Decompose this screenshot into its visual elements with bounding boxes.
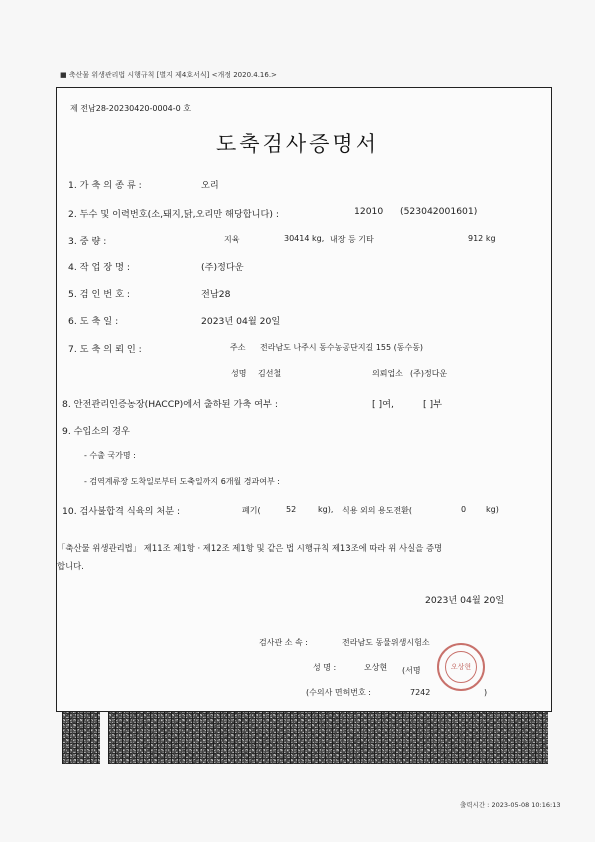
item2-label: 2. 두수 및 이력번호(소,돼지,닭,오리만 해당합니다) :: [68, 209, 280, 220]
issue-date: 2023년 04월 20일: [425, 595, 505, 606]
item9-quarantine: - 검역계류장 도착일로부터 도축일까지 6개월 경과여부 :: [84, 477, 280, 486]
barcode-icon: [62, 712, 100, 764]
inspector-sign-label: (서명: [402, 666, 421, 675]
item4-label: 4. 작 업 장 명 :: [68, 262, 130, 273]
item3-meat-value: 30414 kg,: [284, 234, 325, 243]
item2-count: 12010: [354, 206, 384, 217]
statement-line2: 합니다.: [57, 561, 84, 571]
inspector-name-label: 성 명 :: [313, 663, 337, 672]
official-seal-icon: [437, 643, 485, 691]
item7-company: (주)정다운: [410, 369, 448, 378]
item3-label: 3. 중 량 :: [68, 236, 107, 247]
inspector-org-label: 검사관 소 속 :: [259, 638, 308, 647]
item7-name-label: 성명: [231, 369, 247, 378]
seal-text: 오상현: [450, 663, 472, 671]
item3-etc-value: 912 kg: [468, 234, 496, 243]
license-number: 7242: [410, 688, 431, 697]
license-close: ): [484, 688, 488, 697]
form-header: ■ 축산물 위생관리법 시행규칙 [별지 제4호서식] <개정 2020.4.16.>: [60, 71, 277, 79]
item10-disposal-value: 52: [286, 505, 297, 514]
item1-label: 1. 가 축 의 종 류 :: [68, 180, 142, 191]
item7-name: 김선철: [258, 369, 282, 378]
item9-export-country: - 수출 국가명 :: [84, 451, 136, 460]
item2-trace: (523042001601): [400, 206, 478, 217]
item3-meat-label: 지육: [224, 235, 240, 244]
item7-company-label: 의뢰업소: [372, 369, 403, 378]
item3-etc-label: 내장 등 기타: [330, 235, 374, 244]
inspector-name: 오상현: [364, 663, 388, 672]
item10-other-label: 식용 외의 용도전환(: [342, 506, 413, 515]
print-time: 출력시간 : 2023-05-08 10:16:13: [460, 801, 561, 809]
license-label: (수의사 면허번호 :: [306, 688, 371, 697]
inspector-org: 전라남도 동물위생시험소: [342, 638, 430, 647]
item10-other-unit: kg): [486, 505, 499, 514]
item6-value: 2023년 04월 20일: [201, 316, 281, 327]
item7-label: 7. 도 축 의 뢰 인 :: [68, 344, 142, 355]
page-title: 도축검사증명서: [215, 132, 379, 156]
document-number: 제 전남28-20230420-0004-0 호: [70, 104, 192, 113]
item6-label: 6. 도 축 일 :: [68, 316, 119, 327]
item10-disposal-label: 폐기(: [242, 506, 261, 515]
item10-other-value: 0: [461, 505, 467, 514]
item8-yes: [ ]여,: [372, 399, 394, 410]
item5-value: 전남28: [201, 289, 231, 300]
statement-line1: 「축산물 위생관리법」 제11조 제1항 · 제12조 제1항 및 같은 법 시행규칙 제13조에 따라 위 사실을 증명: [57, 543, 443, 553]
item9-label: 9. 수입소의 경우: [62, 426, 130, 437]
barcode-icon: [108, 712, 548, 764]
item5-label: 5. 검 인 번 호 :: [68, 289, 130, 300]
item8-label: 8. 안전관리인증농장(HACCP)에서 출하된 가축 여부 :: [62, 399, 278, 410]
item10-label: 10. 검사불합격 식육의 처분 :: [62, 506, 181, 517]
item7-address-label: 주소: [230, 343, 246, 352]
item10-disposal-unit: kg),: [318, 505, 334, 514]
item8-no: [ ]부: [423, 399, 442, 410]
item4-value: (주)정다운: [201, 262, 244, 273]
item1-value: 오리: [201, 180, 219, 191]
item7-address: 전라남도 나주시 동수농공단지길 155 (동수동): [260, 343, 424, 352]
